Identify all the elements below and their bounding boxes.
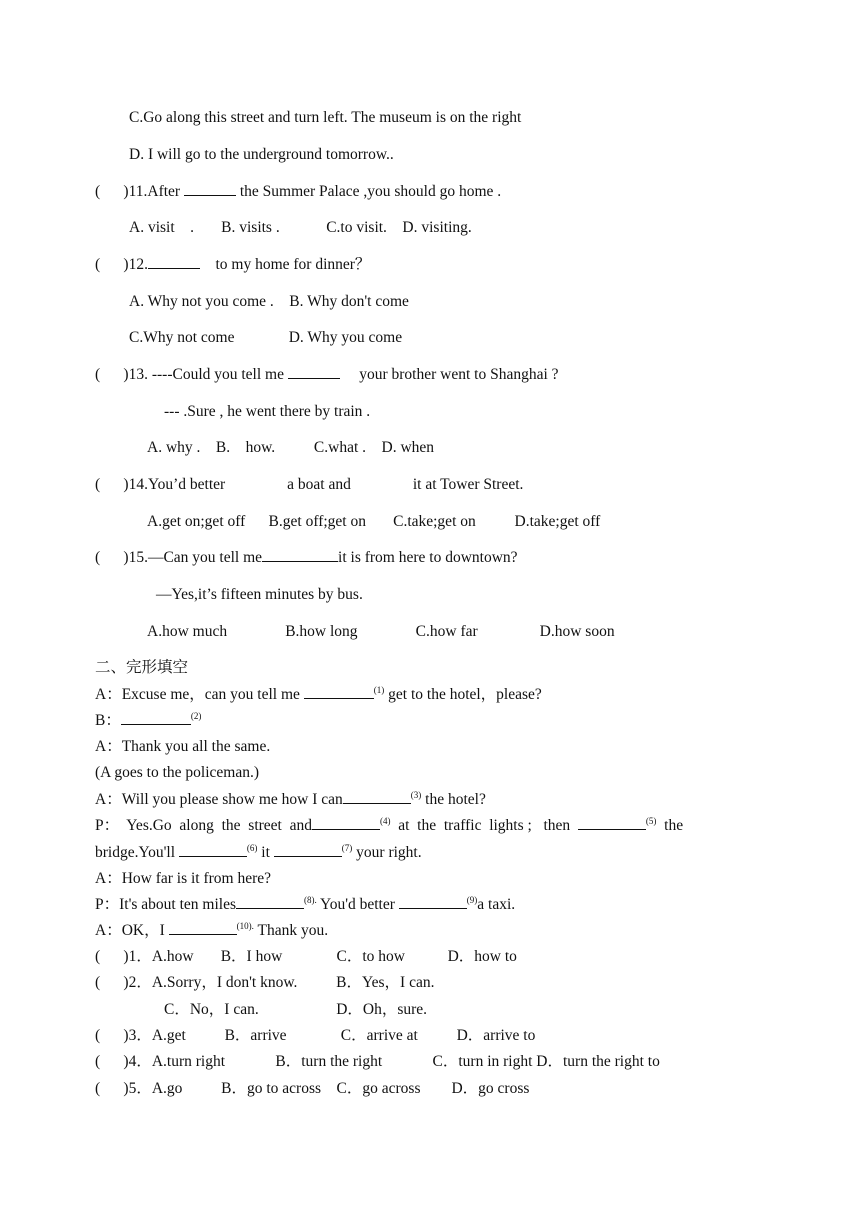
- dialogue-line: A：How far is it from here?: [95, 870, 272, 887]
- option-line: C.Go along this street and turn left. The museum is on the right: [129, 109, 522, 126]
- dialogue-line: P： Yes.Go along the street and $^{(4)}$ at the traffic lights ; then $^{(5)}$ the: [95, 816, 684, 834]
- question-14-options: A.get on;get off B.get off;get on C.take;get on D.take;get off: [147, 513, 601, 530]
- question-13-options: A. why . B. how. C.what . D. when: [147, 439, 435, 456]
- blank: [399, 896, 467, 909]
- blank: [578, 817, 646, 830]
- question-12: ( )12. to my home for dinner？: [95, 256, 371, 273]
- blank: [288, 366, 340, 379]
- dialogue-line: (A goes to the policeman.): [95, 764, 259, 781]
- option-line: D. I will go to the underground tomorrow..: [129, 146, 394, 163]
- blank: [179, 844, 247, 857]
- blank: [312, 817, 380, 830]
- answer-paren: ( ): [95, 256, 129, 273]
- section-heading: 二、完形填空: [95, 659, 189, 676]
- question-11-options: A. visit . B. visits . C.to visit. D. visiting.: [129, 219, 472, 236]
- cloze-question: ( )5．A.go B．go to across C．go across D．go cross: [95, 1080, 530, 1097]
- cloze-question-options: C．No，I can. D．Oh，sure.: [164, 1001, 428, 1018]
- question-13-answer: --- .Sure , he went there by train .: [164, 403, 371, 420]
- blank: [262, 549, 338, 562]
- question-14: ( )14.You’d better a boat and it at Tower Street.: [95, 476, 524, 493]
- blank: [121, 712, 191, 725]
- cloze-question: ( )4．A.turn right B．turn the right C．turn in right D．turn the right to: [95, 1053, 660, 1070]
- cloze-question: ( )2．A.Sorry，I don't know. B．Yes，I can.: [95, 974, 435, 991]
- blank: [304, 686, 374, 699]
- blank: [343, 791, 411, 804]
- question-15-answer: —Yes,it’s fifteen minutes by bus.: [156, 586, 363, 603]
- answer-paren: ( ): [95, 183, 129, 200]
- blank: [236, 896, 304, 909]
- question-12-options: C.Why not come D. Why you come: [129, 329, 403, 346]
- question-11: ( )11.After the Summer Palace ,you should go home .: [95, 183, 502, 200]
- answer-paren: ( ): [95, 549, 129, 566]
- question-13: ( )13. ----Could you tell me your brother went to Shanghai ?: [95, 366, 559, 383]
- cloze-question: ( )3．A.get B．arrive C．arrive at D．arrive to: [95, 1027, 536, 1044]
- dialogue-line: A：Will you please show me how I can $^{(3)}$ the hotel?: [95, 790, 486, 808]
- blank: [274, 844, 342, 857]
- dialogue-line: P：It's about ten miles $^{(8).}$ You'd better $^{(9)}$a taxi.: [95, 895, 516, 913]
- question-12-options: A. Why not you come . B. Why don't come: [129, 293, 409, 310]
- blank: [184, 183, 236, 196]
- blank: [169, 922, 237, 935]
- dialogue-line: B： $^{(2)}$: [95, 711, 202, 729]
- blank: [148, 256, 200, 269]
- dialogue-line: A：Excuse me，can you tell me $^{(1)}$ get to the hotel，please?: [95, 685, 542, 703]
- dialogue-line: A：OK，I $^{(10).}$ Thank you.: [95, 921, 329, 939]
- answer-paren: ( ): [95, 476, 129, 493]
- dialogue-line: A：Thank you all the same.: [95, 738, 271, 755]
- cloze-question: ( )1．A.how B．I how C．to how D．how to: [95, 948, 517, 965]
- question-15-options: A.how much B.how long C.how far D.how soon: [147, 623, 615, 640]
- question-15: ( )15.—Can you tell me it is from here to downtown?: [95, 549, 518, 566]
- answer-paren: ( ): [95, 366, 129, 383]
- dialogue-line: bridge.You'll $^{(6)}$ it $^{(7)}$ your right.: [95, 843, 422, 861]
